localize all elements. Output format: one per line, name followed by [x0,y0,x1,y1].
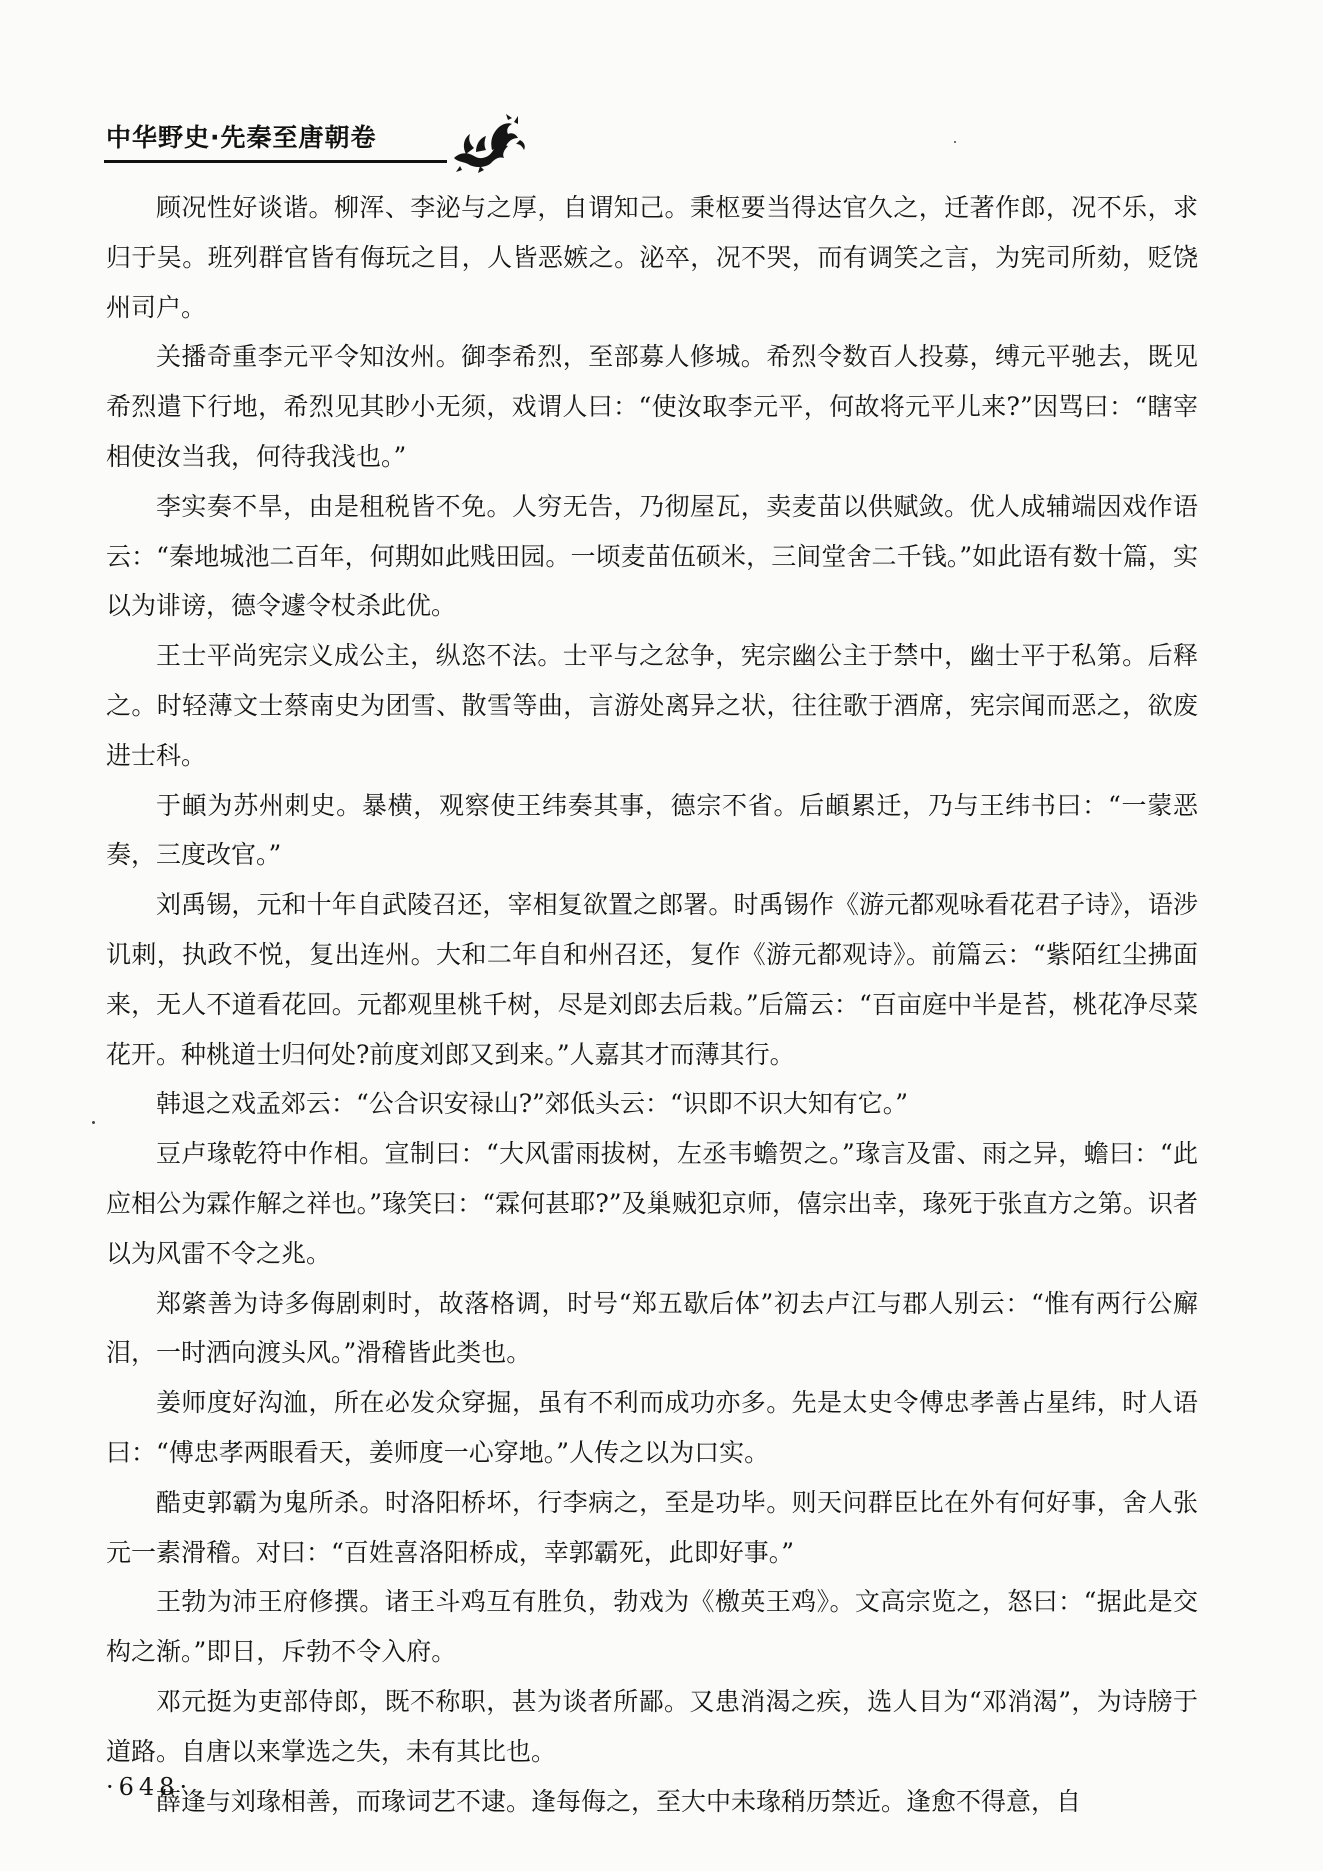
dragon-emblem-icon [446,112,528,174]
body-text [106,183,1198,1826]
paragraph-zheng-qi: 郑綮善为诗多侮剧刺时，故落格调，时号“郑五歇后体”初去卢江与郡人别云：“惟有两行公廨泪，一时洒向渡头风。”滑稽皆此类也。 [106,1288,1198,1368]
header-rule [104,160,447,163]
paragraph-han-tuizhi: 韩退之戏孟郊云：“公合识安禄山?”郊低头云：“识即不识大知有它。” [156,1089,909,1119]
paragraph-guan-bo: 关播奇重李元平令知汝州。御李希烈，至部募人修城。希烈令数百人投募，缚元平驰去，既见希烈遣下行地，希烈见其眇小无须，戏谓人曰：“使汝取李元平，何故将元平儿来?”因骂曰：“瞎宰相使汝当我，何待我浅也。” [106,342,1198,471]
running-header: 中华野史·先秦至唐朝卷 [106,123,377,152]
paragraph-doulu-zhuan: 豆卢瑑乾符中作相。宣制曰：“大风雷雨拔树，左丞韦蟾贺之。”瑑言及雷、雨之异，蟾曰：“此应相公为霖作解之祥也。”瑑笑曰：“霖何甚耶?”及巢贼犯京师，僖宗出幸，瑑死于张直方之第。识者以为风雷不令之兆。 [106,1139,1198,1268]
scan-speck [92,1121,95,1124]
paragraph-wang-shiping: 王士平尚宪宗义成公主，纵恣不法。士平与之忿争，宪宗幽公主于禁中，幽士平于私第。后释之。时轻薄文士蔡南史为团雪、散雪等曲，言游处离异之状，往往歌于酒席，宪宗闻而恶之，欲废进士科。 [106,641,1198,770]
paragraph-li-shi: 李实奏不旱，由是租税皆不免。人穷无告，乃彻屋瓦，卖麦苗以供赋敛。优人成辅端因戏作语云：“秦地城池二百年，何期如此贱田园。一顷麦苗伍硕米，三间堂舍二千钱。”如此语有数十篇，实以为诽谤，德令遽令杖杀此优。 [106,491,1198,621]
paragraph-wang-bo: 王勃为沛王府修撰。诸王斗鸡互有胜负，勃戏为《檄英王鸡》。文高宗览之，怒曰：“据此是交构之渐。”即日，斥勃不令入府。 [106,1587,1198,1667]
paragraph-liu-yuxi: 刘禹锡，元和十年自武陵召还，宰相复欲置之郎署。时禹锡作《游元都观咏看花君子诗》，语涉讥刺，执政不悦，复出连州。大和二年自和州召还，复作《游元都观诗》。前篇云：“紫陌红尘拂面来，无人不道看花回。元都观里桃千树，尽是刘郎去后栽。”后篇云：“百亩庭中半是苔，桃花净尽菜花开。种桃道士归何处?前度刘郎又到来。”人嘉其才而薄其行。 [106,890,1198,1069]
paragraph-deng-yuanting: 邓元挺为吏部侍郎，既不称职，甚为谈者所鄙。又患消渴之疾，选人目为“邓消渴”，为诗牓于道路。自唐以来掌选之失，未有其比也。 [106,1686,1198,1766]
page-number: ·648· [106,1773,193,1801]
scan-speck [954,141,956,143]
paragraph-gu-kuang: 顾况性好谈谐。柳浑、李泌与之厚，自谓知己。秉枢要当得达官久之，迁著作郎，况不乐，求归于吴。班列群官皆有侮玩之目，人皆恶嫉之。泌卒，况不哭，而有调笑之言，为宪司所劾，贬饶州司户。 [106,193,1198,322]
paragraph-jiang-shidu: 姜师度好沟洫，所在必发众穿掘，虽有不利而成功亦多。先是太史令傅忠孝善占星纬，时人语曰：“傅忠孝两眼看天，姜师度一心穿地。”人传之以为口实。 [106,1388,1198,1467]
paragraph-yu-di: 于頔为苏州刺史。暴横，观察使王纬奏其事，德宗不省。后頔累迁，乃与王纬书曰：“一蒙恶奏，三度改官。” [106,790,1198,870]
paragraph-xue-feng: 薛逢与刘瑑相善，而瑑词艺不逮。逢每侮之，至大中未瑑稍历禁近。逢愈不得意，自 [156,1786,1082,1816]
paragraph-guo-ba: 酷吏郭霸为鬼所杀。时洛阳桥坏，行李病之，至是功毕。则天问群臣比在外有何好事，舍人张元一素滑稽。对曰：“百姓喜洛阳桥成，幸郭霸死，此即好事。” [106,1487,1198,1567]
